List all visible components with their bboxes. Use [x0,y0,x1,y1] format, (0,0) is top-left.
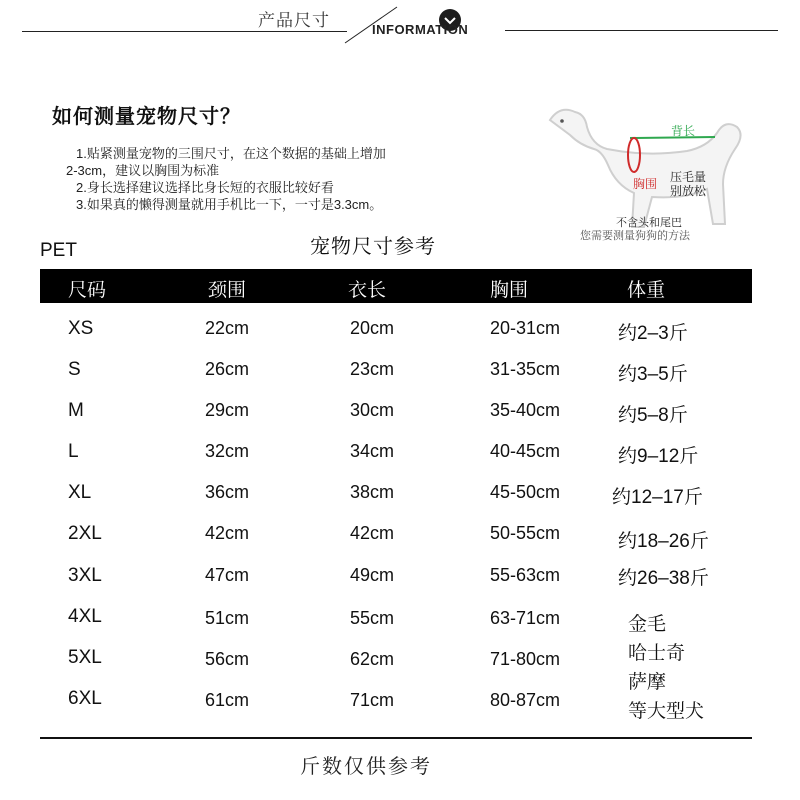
cell-length: 38cm [350,482,395,502]
instruction-line: 2-3cm，建议以胸围为标准 [66,163,220,178]
cell-chest: 55-63cm [490,565,561,585]
instruction-line: 3.如果真的懒得测量就用手机比一下，一寸是3.3cm。 [76,197,383,212]
cell-size: 3XL [68,565,102,586]
cell-weight: 约12–17斤 [612,487,703,508]
column-header-weight: 体重 [627,280,666,301]
cell-chest: 71-80cm [490,649,561,669]
cell-chest: 31-35cm [490,359,561,379]
cell-neck: 36cm [205,482,250,502]
cell-chest: 45-50cm [490,482,561,502]
cell-weight: 约2–3斤 [618,323,688,344]
cell-size: S [68,359,81,380]
cell-size: XS [68,318,94,339]
cell-neck: 56cm [205,649,250,669]
column-header-size: 尺码 [68,280,107,301]
cell-size: 5XL [68,647,102,668]
instruction-line: 2.身长选择建议选择比身长短的衣服比较好看 [76,180,334,195]
cell-length: 30cm [350,400,395,420]
cell-neck: 32cm [205,441,250,461]
cell-length: 42cm [350,523,395,543]
column-header-neck: 颈围 [208,280,247,301]
cell-size: M [68,400,84,421]
cell-size: 2XL [68,523,102,544]
cell-size: 6XL [68,688,102,709]
cell-length: 62cm [350,649,395,669]
cell-weight: 约3–5斤 [618,364,688,385]
method-note: 您需要测量狗狗的方法 [580,230,690,242]
breed-line: 金毛 [628,614,667,635]
chest-label: 胸围 [633,177,658,191]
cell-neck: 29cm [205,400,250,420]
cell-weight: 约9–12斤 [618,446,699,467]
cell-size: XL [68,482,92,503]
cell-size: L [68,441,79,462]
cell-chest: 20-31cm [490,318,561,338]
table-bottom-rule [40,737,752,739]
exclude-note: 不含头和尾巴 [616,217,682,229]
cell-length: 20cm [350,318,395,338]
cell-neck: 47cm [205,565,250,585]
cell-chest: 63-71cm [490,608,561,628]
cell-chest: 50-55cm [490,523,561,543]
breed-line: 哈士奇 [628,643,686,664]
cell-chest: 40-45cm [490,441,561,461]
column-header-length: 衣长 [348,280,387,301]
cell-neck: 51cm [205,608,250,628]
cell-neck: 22cm [205,318,250,338]
footer-note: 斤数仅供参考 [300,756,432,778]
column-header-chest: 胸围 [490,280,529,301]
breed-line: 萨摩 [628,672,667,693]
large-breeds-note [628,610,704,726]
cell-length: 71cm [350,690,395,710]
note-line-1: 压毛量 [670,170,707,184]
header-title-en: INFORMATION [372,22,469,37]
pet-label: PET [40,240,77,261]
header-rule-right [505,30,778,31]
cell-length: 49cm [350,565,395,585]
cell-weight: 约5–8斤 [618,405,688,426]
cell-neck: 61cm [205,690,250,710]
cell-length: 23cm [350,359,395,379]
cell-length: 34cm [350,441,395,461]
cell-weight: 约18–26斤 [618,531,709,552]
table-title: 宠物尺寸参考 [310,236,436,258]
breed-line: 等大型犬 [628,701,705,722]
cell-weight: 约26–38斤 [618,568,709,589]
cell-chest: 35-40cm [490,400,561,420]
measure-title: 如何测量宠物尺寸？ [52,106,241,128]
header-rule-left [22,31,347,32]
note-line-2: 别放松 [670,184,707,198]
cell-size: 4XL [68,606,102,627]
measure-instructions [66,145,516,213]
header-title-zh: 产品尺寸 [258,11,330,30]
cell-neck: 42cm [205,523,250,543]
instruction-line: 1.贴紧测量宠物的三围尺寸，在这个数据的基础上增加 [76,146,386,161]
cell-neck: 26cm [205,359,250,379]
cell-length: 55cm [350,608,395,628]
back-length-label: 背长 [671,124,696,138]
cell-chest: 80-87cm [490,690,561,710]
